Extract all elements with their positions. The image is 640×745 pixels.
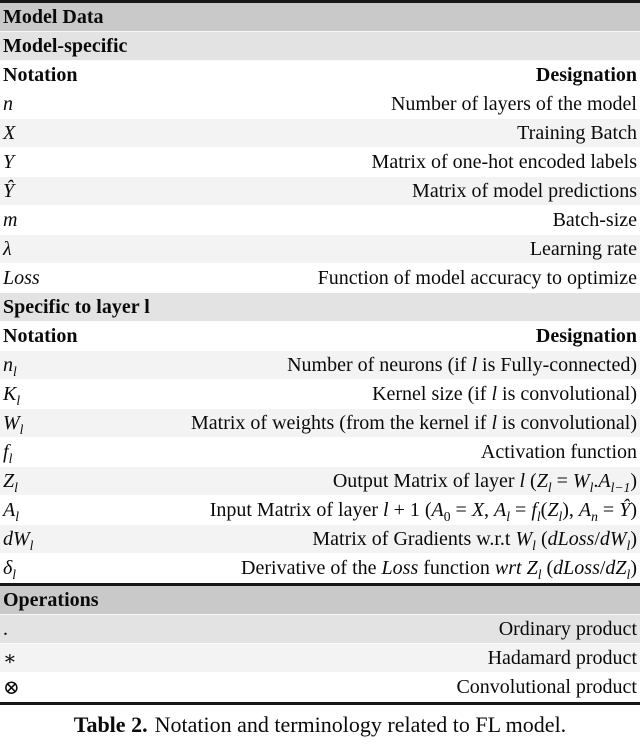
designation-cell: Matrix of model predictions [412, 179, 637, 202]
table-row [0, 673, 640, 702]
designation-cell: Convolutional product [456, 675, 637, 698]
table-rows [0, 3, 640, 702]
table-row [0, 32, 640, 61]
designation-cell: Designation [535, 324, 637, 347]
table-row [0, 496, 640, 525]
table-row [0, 206, 640, 235]
designation-cell: Kernel size (if l is convolutional) [372, 382, 637, 405]
notation-cell: $K_l$ [3, 382, 21, 408]
designation-cell: Derivative of the Loss function wrt $Z_l$ $(dLoss/dZ_l)$ [241, 556, 637, 582]
notation-cell: Ŷ [3, 179, 15, 202]
notation-cell: λ [3, 237, 12, 260]
table-caption-label: Table 2. [73, 712, 148, 737]
notation-cell: Notation [3, 63, 78, 86]
designation-cell: Matrix of one-hot encoded labels [371, 150, 637, 173]
designation-cell: Output Matrix of layer l $(Z_l = W_l.A_{l-1})$ [332, 469, 637, 495]
table-row [0, 525, 640, 554]
notation-cell: Operations [3, 588, 99, 611]
notation-cell: Specific to layer l [3, 295, 150, 318]
table-row [0, 586, 640, 615]
table-row [0, 177, 640, 206]
notation-cell: ⊗ [3, 676, 20, 699]
notation-cell: Y [3, 150, 15, 173]
notation-cell: . [3, 617, 8, 640]
designation-cell: Matrix of Gradients w.r.t $W_l$ $(dLoss/dW_l)$ [312, 527, 637, 553]
table-row [0, 293, 640, 322]
table-row [0, 644, 640, 673]
designation-cell: Hadamard product [487, 646, 637, 669]
table-row [0, 615, 640, 644]
table-caption [0, 705, 640, 745]
notation-cell: $n_l$ [3, 353, 17, 379]
notation-cell: $f_l$ [3, 440, 13, 466]
table-caption-text: Notation and terminology related to FL model. [154, 712, 567, 737]
table-row [0, 235, 640, 264]
designation-cell: Input Matrix of layer l + 1 ($A_0 = X$, $A_l = f_l(Z_l)$, $A_n$ = Ŷ) [209, 498, 637, 524]
table-row [0, 554, 640, 583]
table-row [0, 409, 640, 438]
notation-cell: $A_l$ [3, 498, 19, 524]
designation-cell: Designation [535, 63, 637, 86]
notation-cell: $Z_l$ [3, 469, 18, 495]
notation-cell: Model-specific [3, 34, 128, 57]
designation-cell: Number of neurons (if l is Fully-connected) [287, 353, 637, 376]
notation-cell: X [3, 121, 16, 144]
designation-cell: Batch-size [552, 208, 637, 231]
notation-cell: Notation [3, 324, 78, 347]
designation-cell: Number of layers of the model [390, 92, 637, 115]
notation-cell: $dW_l$ [3, 527, 34, 553]
table-row [0, 119, 640, 148]
table-row [0, 438, 640, 467]
table-row [0, 148, 640, 177]
notation-cell: m [3, 208, 18, 231]
designation-cell: Training Batch [517, 121, 637, 144]
notation-cell: ∗ [3, 647, 17, 670]
table-row [0, 61, 640, 90]
notation-cell: Model Data [3, 5, 104, 28]
table-row [0, 3, 640, 32]
table-row [0, 380, 640, 409]
designation-cell: Ordinary product [498, 617, 637, 640]
notation-cell: Loss [3, 266, 40, 289]
table-row [0, 322, 640, 351]
notation-cell: $\delta_l$ [3, 556, 17, 582]
table-row [0, 351, 640, 380]
designation-cell: Learning rate [529, 237, 637, 260]
table-row [0, 90, 640, 119]
notation-cell: n [3, 92, 13, 115]
designation-cell: Activation function [480, 440, 637, 463]
notation-cell: $W_l$ [3, 411, 24, 437]
designation-cell: Matrix of weights (from the kernel if l is convolutional) [190, 411, 637, 434]
designation-cell: Function of model accuracy to optimize [317, 266, 637, 289]
table-row [0, 467, 640, 496]
table-row [0, 264, 640, 293]
